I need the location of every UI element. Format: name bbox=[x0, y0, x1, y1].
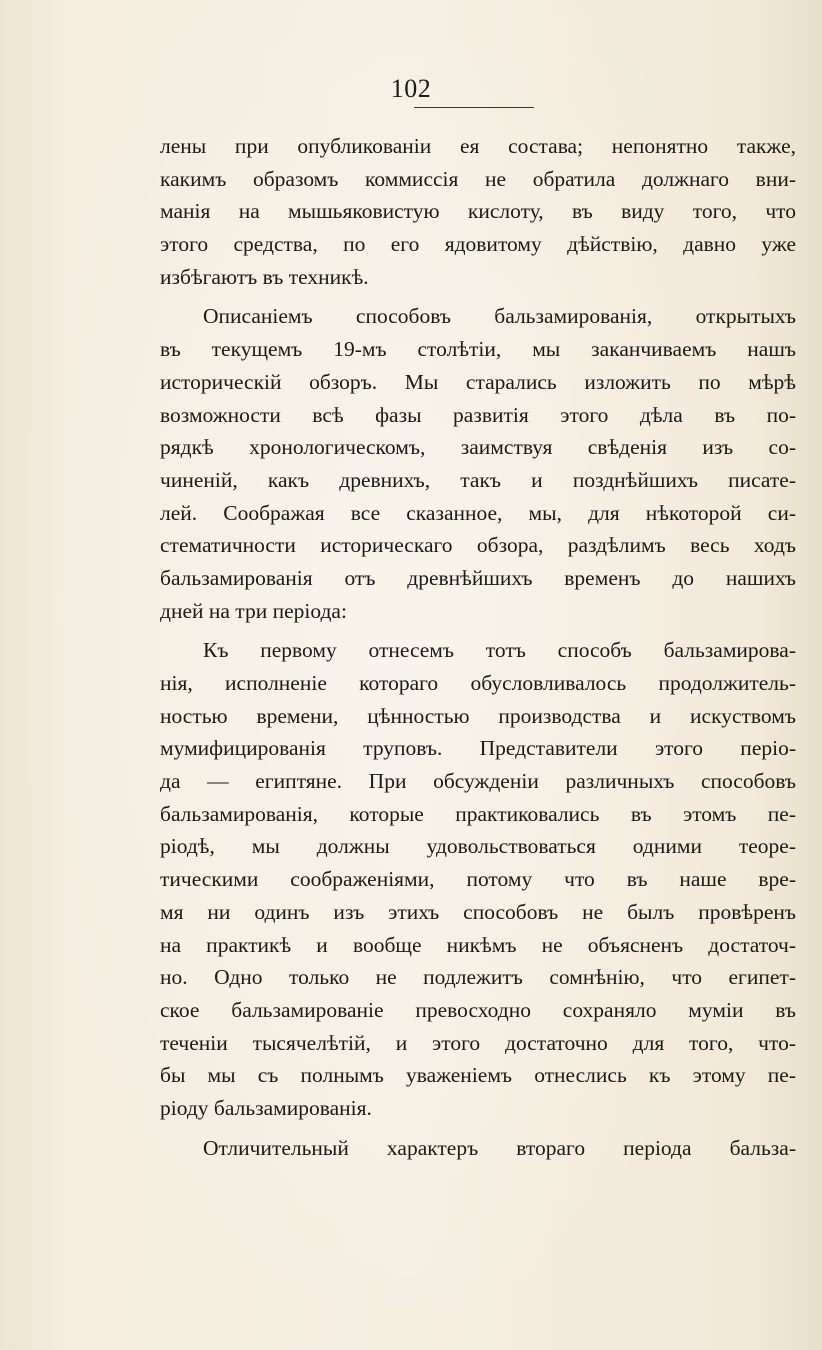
text-line: ское бальзамированiе превосходно сохраняло мумiи въ bbox=[160, 997, 796, 1022]
text-line: Къ первому отнесемъ тотъ способъ бальзамирова- bbox=[203, 638, 796, 663]
text-body bbox=[160, 130, 796, 1164]
text-line: рядкѣ хронологическомъ, заимствуя свѣденiя изъ со- bbox=[160, 435, 796, 460]
text-line: лены при опубликованiи ея состава; непонятно также, bbox=[160, 134, 796, 158]
header-rule bbox=[414, 107, 534, 108]
text-line: бальзамированiя отъ древнѣйшихъ временъ до нашихъ bbox=[160, 565, 796, 590]
paragraph-gap bbox=[160, 627, 796, 634]
paragraph-gap bbox=[160, 1125, 796, 1132]
text-line: стематичности историческаго обзора, раздѣлимъ весь ходъ bbox=[160, 533, 796, 558]
text-line: этого средства, по его ядовитому дѣйствiю, давно уже bbox=[160, 232, 796, 257]
text-line: рiоду бальзамированiя. bbox=[160, 1095, 372, 1120]
text-line: Описанiемъ способовъ бальзамированiя, открытыхъ bbox=[203, 304, 796, 329]
text-line: ностью времени, цѣнностью производства и искуствомъ bbox=[160, 703, 796, 728]
text-line: на практикѣ и вообще никѣмъ не объясненъ достаточ- bbox=[160, 932, 796, 957]
text-line: какимъ образомъ коммиссiя не обратила должнаго вни- bbox=[160, 166, 796, 191]
text-line: лей. Соображая все сказанное, мы, для нѣкоторой си- bbox=[160, 500, 796, 525]
text-line: да — египтяне. При обсужденiи различныхъ способовъ bbox=[160, 769, 796, 794]
text-line: дней на три перiода: bbox=[160, 598, 347, 623]
text-line: тическими соображенiями, потому что въ наше вре- bbox=[160, 867, 796, 892]
text-line: бы мы съ полнымъ уваженiемъ отнеслись къ этому пе- bbox=[160, 1063, 796, 1088]
text-line: манiя на мышьяковистую кислоту, въ виду того, что bbox=[160, 199, 796, 224]
text-line: въ текущемъ 19-мъ столѣтiи, мы заканчиваемъ нашъ bbox=[160, 337, 796, 362]
text-line: избѣгаютъ въ техникѣ. bbox=[160, 264, 369, 289]
text-line: мя ни одинъ изъ этихъ способовъ не былъ провѣренъ bbox=[160, 899, 796, 924]
text-line: возможности всѣ фазы развитiя этого дѣла въ по- bbox=[160, 402, 796, 427]
paragraph-gap bbox=[160, 293, 796, 300]
page-number: 102 bbox=[390, 74, 432, 103]
paragraph-2 bbox=[160, 300, 796, 627]
text-line: нiя, исполненiе котораго обусловливалось продолжитель- bbox=[160, 671, 796, 695]
text-line: чиненiй, какъ древнихъ, такъ и позднѣйшихъ писате- bbox=[160, 467, 796, 492]
text-line: бальзамированiя, которые практиковались въ этомъ пе- bbox=[160, 801, 796, 826]
text-line: но. Одно только не подлежитъ сомнѣнiю, что египет- bbox=[160, 965, 796, 990]
text-line: теченiи тысячелѣтiй, и этого достаточно для того, что- bbox=[160, 1030, 796, 1055]
text-line: Отличительный характеръ втораго перiода бальза- bbox=[203, 1135, 796, 1160]
paragraph-4 bbox=[160, 1132, 796, 1165]
paragraph-1 bbox=[160, 130, 796, 293]
paragraph-3 bbox=[160, 634, 796, 1124]
text-line: историческiй обзоръ. Мы старались изложить по мѣрѣ bbox=[160, 369, 796, 394]
text-line: мумифицированiя труповъ. Представители этого перiо- bbox=[160, 736, 796, 761]
text-line: рiодѣ, мы должны удовольствоваться одними теоре- bbox=[160, 834, 796, 859]
